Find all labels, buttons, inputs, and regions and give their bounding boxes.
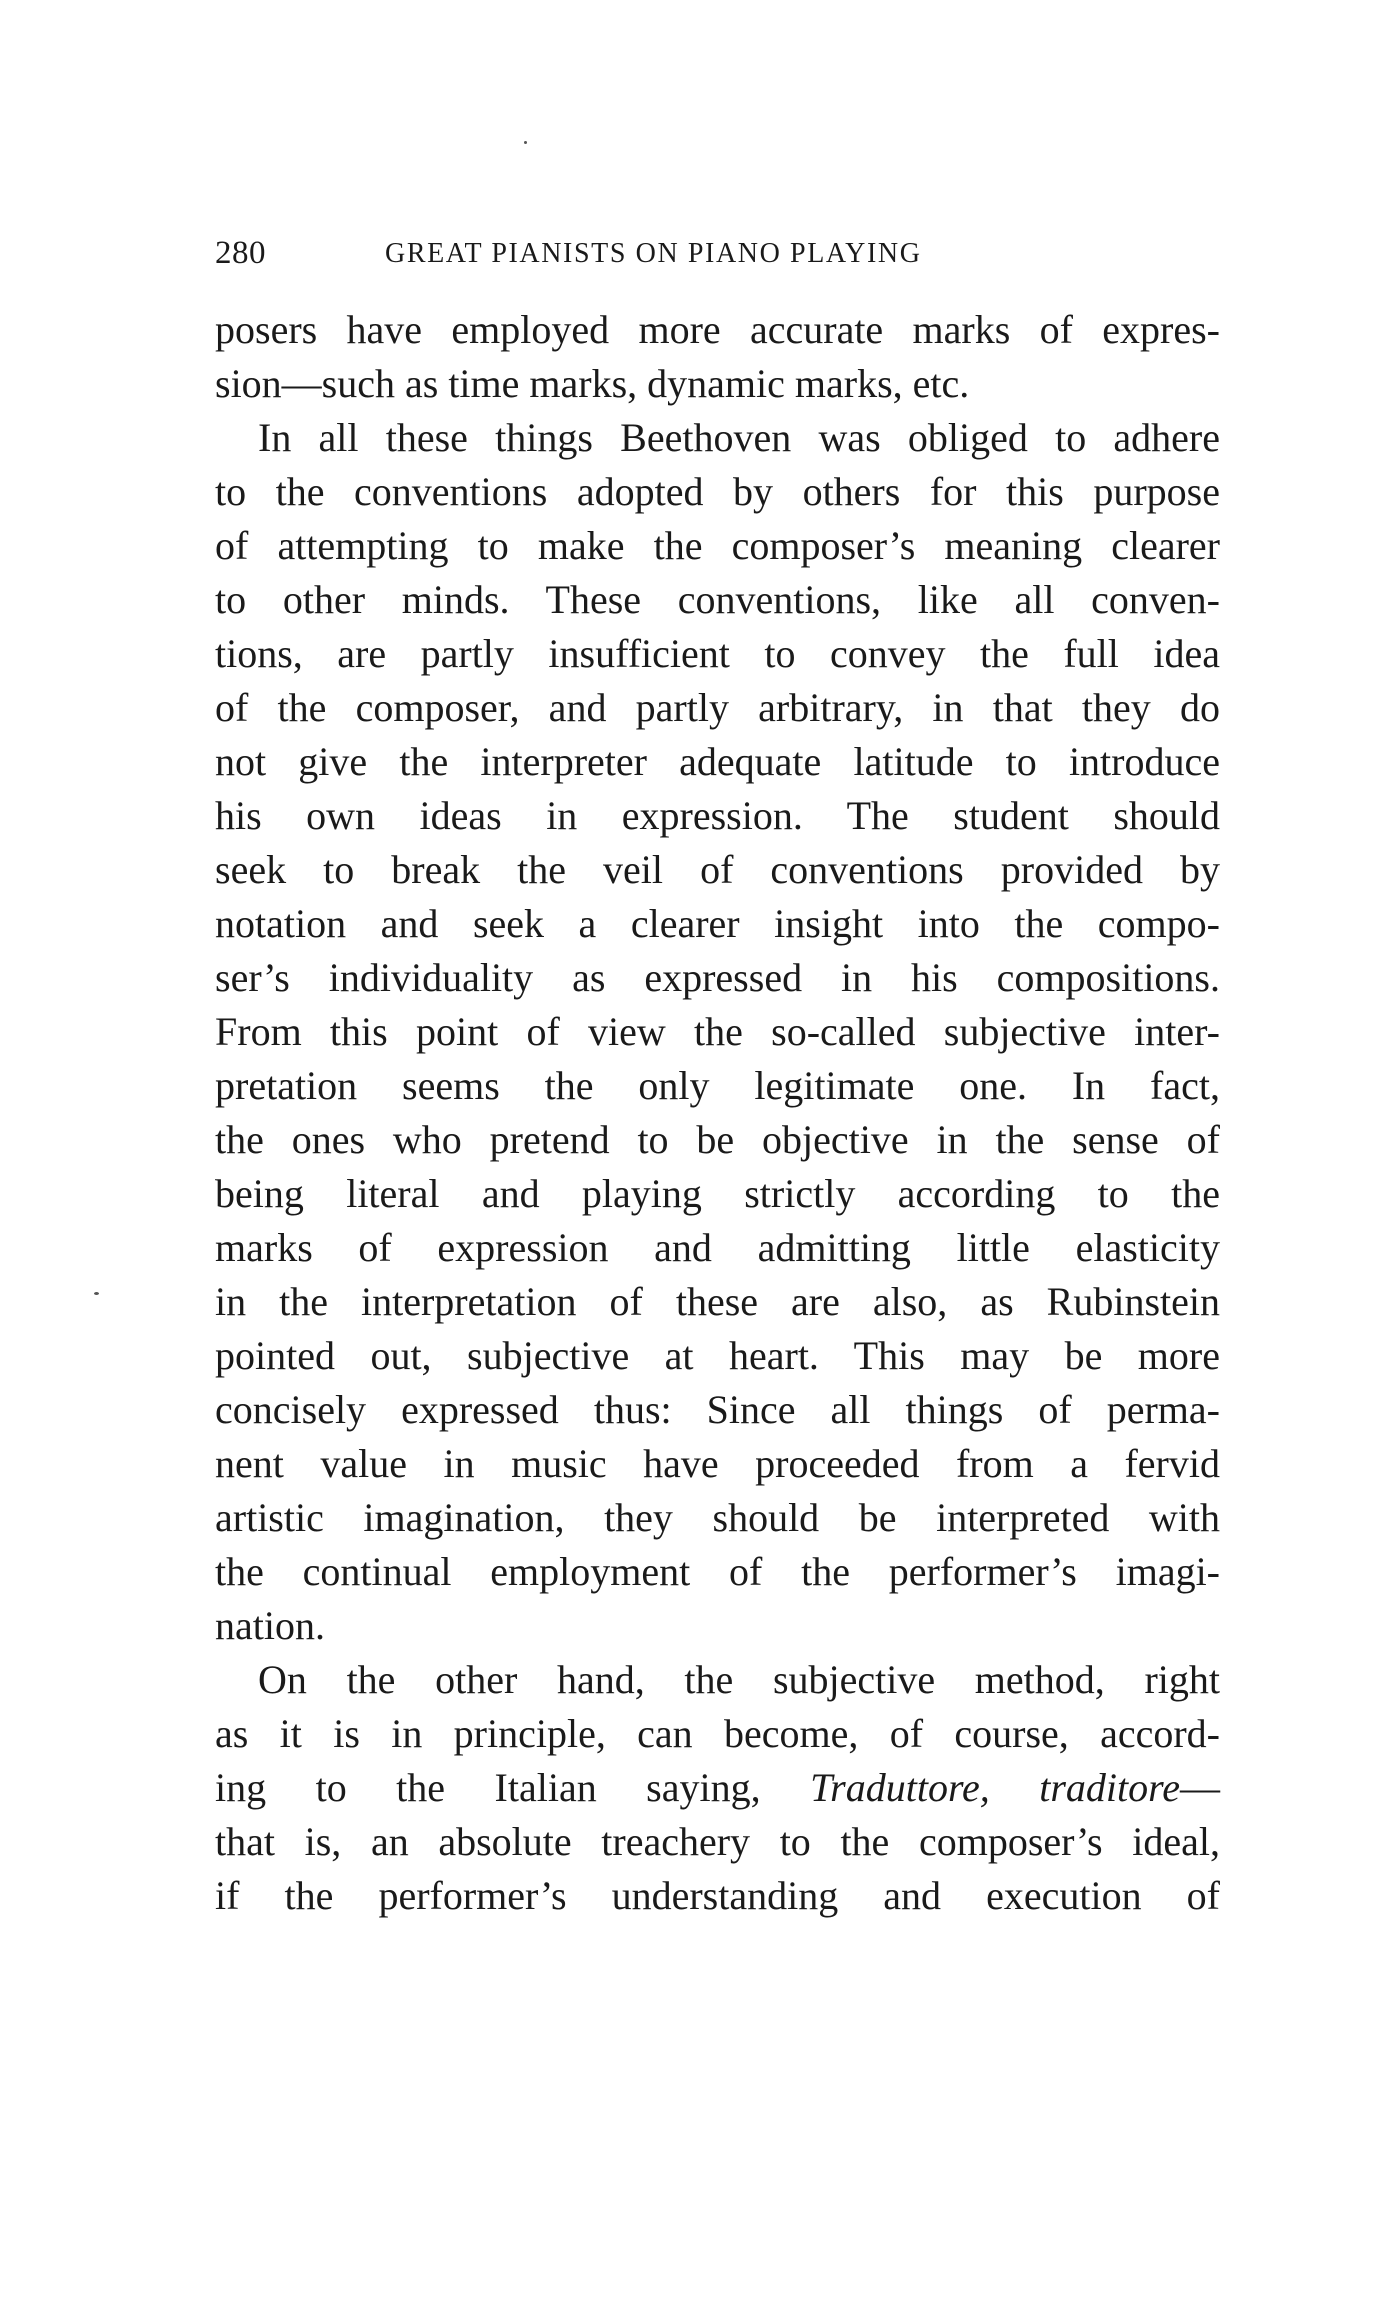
body-text — [215, 303, 1220, 1923]
text-line: seek to break the veil of conventions provided by — [215, 847, 1220, 892]
text-line: in the interpretation of these are also, as Rubinstein — [215, 1279, 1220, 1324]
text-line: nent value in music have proceeded from a fervid — [215, 1441, 1220, 1486]
text-line: to other minds. These conventions, like all conven- — [215, 577, 1220, 622]
text-line: to the conventions adopted by others for this purpose — [215, 469, 1220, 514]
running-head-title: GREAT PIANISTS ON PIANO PLAYING — [385, 238, 922, 269]
text-line: of the composer, and partly arbitrary, in that they do — [215, 685, 1220, 730]
text-line: if the performer’s understanding and execution of — [215, 1873, 1220, 1918]
running-head — [215, 229, 1060, 277]
text-line: the continual employment of the performer’s imagi- — [215, 1549, 1220, 1594]
text-line: the ones who pretend to be objective in the sense of — [215, 1117, 1220, 1162]
italic-phrase: Traduttore, traditore — [810, 1765, 1180, 1810]
text-line: notation and seek a clearer insight into the compo- — [215, 901, 1220, 946]
text-line: his own ideas in expression. The student should — [215, 793, 1220, 838]
text-fragment: ing to the Italian saying, — [215, 1765, 761, 1810]
paper-speck — [524, 141, 527, 144]
paragraph-first-line: On the other hand, the subjective method, right — [258, 1657, 1220, 1702]
text-line: posers have employed more accurate marks of expres- — [215, 307, 1220, 352]
text-line: that is, an absolute treachery to the composer’s ideal, — [215, 1819, 1220, 1864]
text-line: ser’s individuality as expressed in his compositions. — [215, 955, 1220, 1000]
paper-speck — [94, 1292, 99, 1295]
text-line: of attempting to make the composer’s meaning clearer — [215, 523, 1220, 568]
text-line: sion—such as time marks, dynamic marks, etc. — [215, 361, 970, 406]
text-line: nation. — [215, 1603, 325, 1648]
text-line: being literal and playing strictly according to the — [215, 1171, 1220, 1216]
text-line: tions, are partly insufficient to convey the full idea — [215, 631, 1220, 676]
paragraph-first-line: In all these things Beethoven was obliged to adhere — [258, 415, 1220, 460]
text-line: pretation seems the only legitimate one. In fact, — [215, 1063, 1220, 1108]
text-line: artistic imagination, they should be interpreted with — [215, 1495, 1220, 1540]
text-line: as it is in principle, can become, of course, accord- — [215, 1711, 1220, 1756]
text-line: concisely expressed thus: Since all things of perma- — [215, 1387, 1220, 1432]
em-dash: — — [1180, 1765, 1220, 1810]
text-line: not give the interpreter adequate latitude to introduce — [215, 739, 1220, 784]
page-number: 280 — [215, 235, 266, 271]
text-line: pointed out, subjective at heart. This may be more — [215, 1333, 1220, 1378]
text-line: From this point of view the so-called subjective inter- — [215, 1009, 1220, 1054]
text-line-with-italic — [215, 1761, 1220, 1815]
text-line: marks of expression and admitting little elasticity — [215, 1225, 1220, 1270]
